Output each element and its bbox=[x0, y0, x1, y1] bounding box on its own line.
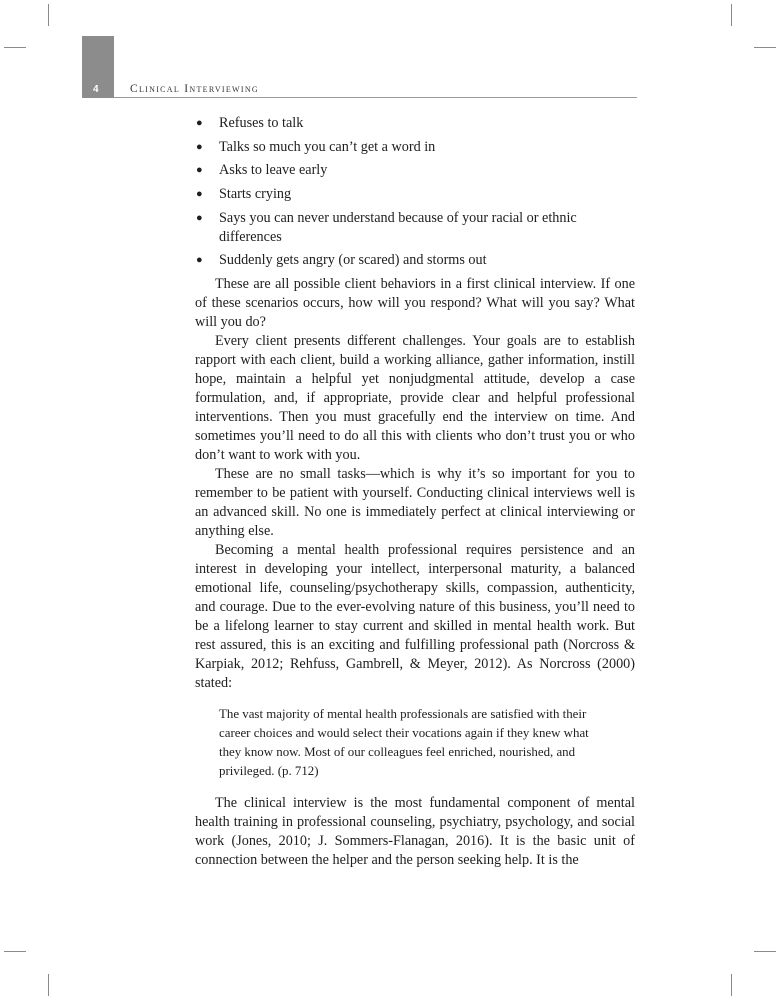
list-item-text: Refuses to talk bbox=[219, 115, 304, 131]
crop-mark-bottom-left-h bbox=[4, 951, 26, 952]
list-item-text: Starts crying bbox=[219, 186, 292, 203]
paragraph: Every client presents different challenges. Your goals are to establish rapport with each client, build a working alliance, gather information, instill hope, maintain a helpful yet nonjudgmental attitude, develop a case formulation, and, if appropriate, provide clear and helpful professional interventions. Then you must gracefully end the interview on time. And sometimes you’ll need to do all this with clients who don’t trust you or who don’t want to work with you. bbox=[195, 333, 635, 464]
crop-mark-top-left bbox=[48, 4, 49, 26]
list-item bbox=[195, 251, 635, 270]
bullet-icon: ● bbox=[196, 140, 203, 153]
list-item bbox=[195, 209, 635, 247]
block-quote: The vast majority of mental health professionals are satisfied with their career choices and would select their vocations again if they knew what they know now. Most of our colleagues feel enriched, nourished, and privileged. (p. 712) bbox=[219, 707, 589, 779]
list-item bbox=[195, 185, 635, 204]
paragraph: These are no small tasks—which is why it’s so important for you to remember to be patient with yourself. Conducting clinical interviews well is an advanced skill. No one is immediately perfect at clinical interviewing or anything else. bbox=[195, 466, 635, 540]
list-item bbox=[195, 161, 635, 180]
page-number: 4 bbox=[93, 84, 99, 95]
header-rule bbox=[114, 97, 637, 98]
list-item bbox=[195, 114, 635, 133]
crop-mark-bottom-right bbox=[731, 974, 732, 996]
list-item bbox=[195, 138, 635, 157]
crop-mark-top-right-h bbox=[754, 47, 776, 48]
page-body bbox=[195, 114, 635, 870]
bullet-icon: ● bbox=[196, 254, 203, 267]
paragraph: The clinical interview is the most fundamental component of mental health training in professional counseling, psychiatry, psychology, and social work (Jones, 2010; J. Sommers-Flanagan, 2016). It is the basic unit of connection between the helper and the person seeking help. It is the bbox=[195, 795, 635, 869]
crop-mark-bottom-right-h bbox=[754, 951, 776, 952]
bullet-icon: ● bbox=[196, 117, 203, 129]
behavior-list bbox=[195, 114, 635, 270]
running-header-title: Clinical Interviewing bbox=[130, 83, 260, 95]
crop-mark-bottom-left bbox=[48, 974, 49, 996]
paragraph: These are all possible client behaviors in a first clinical interview. If one of these scenarios occurs, how will you respond? What will you say? What will you do? bbox=[195, 276, 635, 331]
bullet-icon: ● bbox=[196, 164, 203, 177]
list-item-text: Talks so much you can’t get a word in bbox=[219, 138, 436, 155]
list-item-text: Suddenly gets angry (or scared) and storms out bbox=[219, 252, 487, 269]
list-item-text: Asks to leave early bbox=[219, 162, 328, 179]
bullet-icon: ● bbox=[196, 211, 203, 224]
paragraph: Becoming a mental health professional requires persistence and an interest in developing your intellect, interpersonal maturity, a balanced emotional life, counseling/psychotherapy skills, compassion, authenticity, and courage. Due to the ever-evolving nature of this business, you’ll need to be a lifelong learner to stay current and skilled in mental health work. But rest assured, this is an exciting and fulfilling professional path (Norcross & Karpiak, 2012; Rehfuss, Gambrell, & Meyer, 2012). As Norcross (2000) stated: bbox=[195, 542, 635, 692]
crop-mark-top-left-h bbox=[4, 47, 26, 48]
bullet-icon: ● bbox=[196, 188, 203, 201]
list-item-text: Says you can never understand because of your racial or ethnic differences bbox=[219, 209, 577, 245]
crop-mark-top-right bbox=[731, 4, 732, 26]
